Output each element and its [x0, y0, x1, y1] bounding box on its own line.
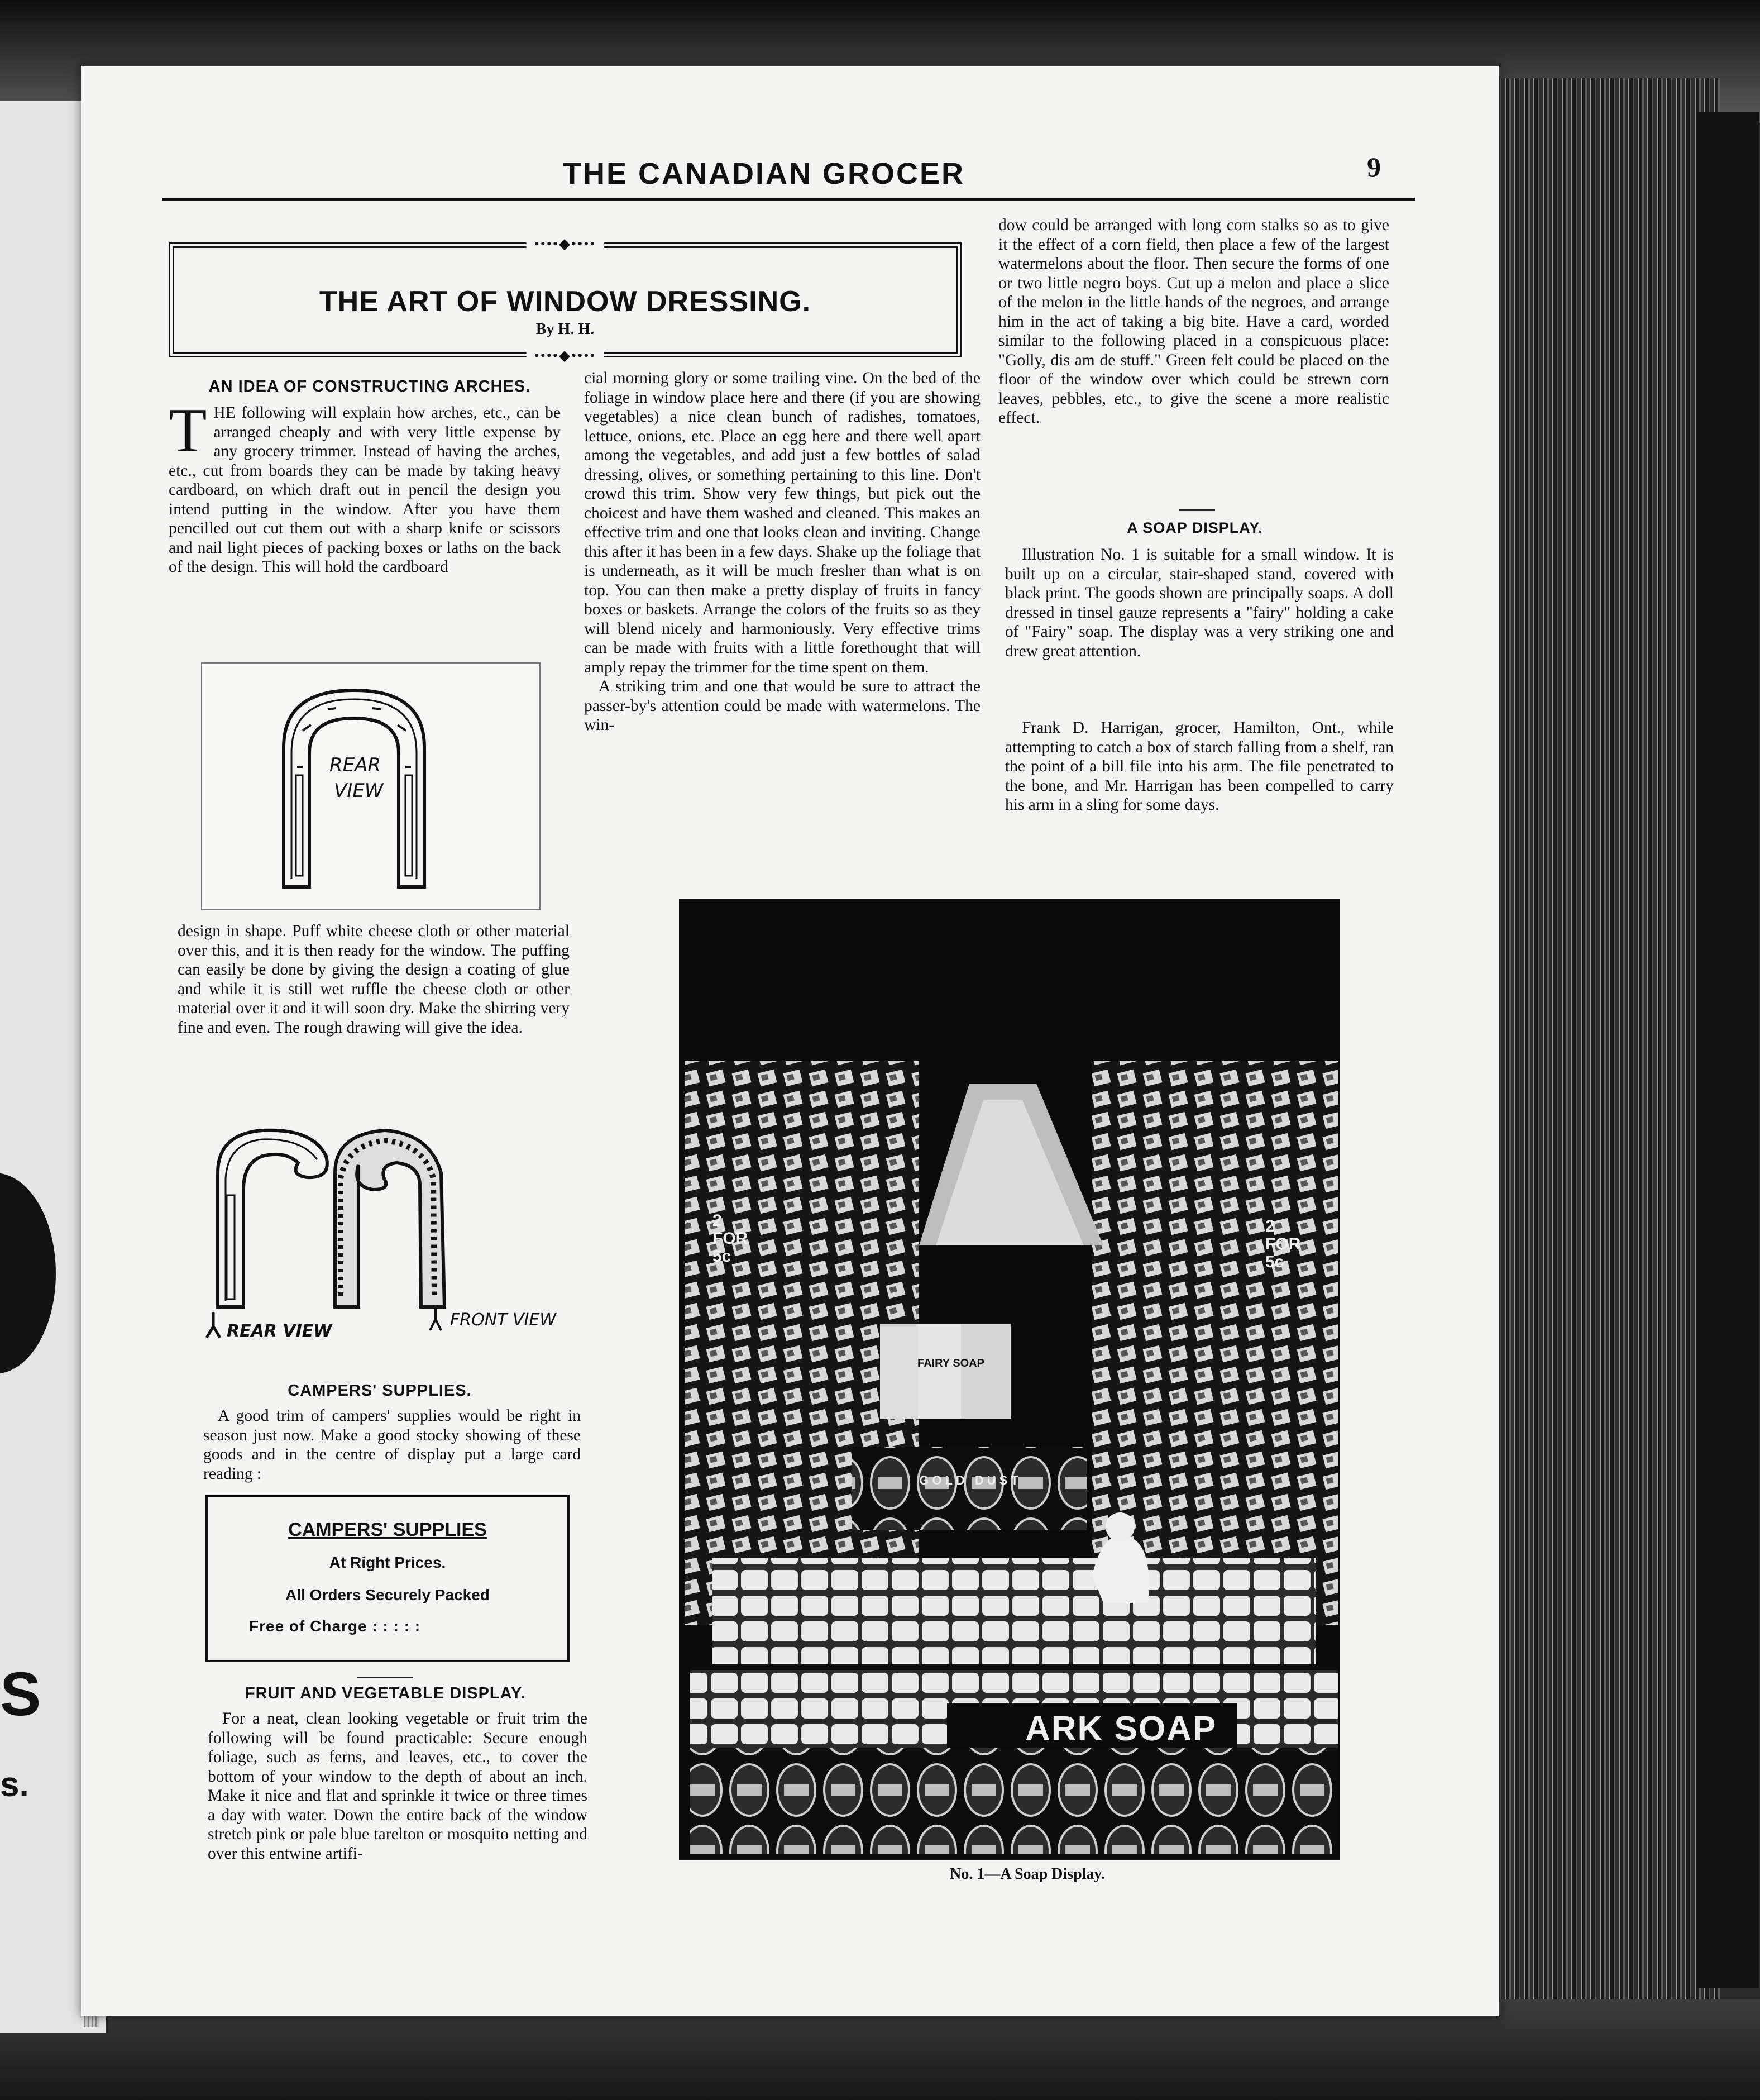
- arch-sketch-front-rear: [195, 1111, 586, 1352]
- left-page-fragment-1: S: [0, 1660, 41, 1729]
- arches-para-1: HE following will explain how arches, etc., can be arranged cheaply and with very little expense by any grocery trimmer. Instead of having the arches, etc., cut from boards they can be made by taking heavy cardboard, on which draft out in pencil the design you intend putting in the window. After you have them pencilled out cut them out with a sharp knife or scissors and nail light pieces of packing boxes or laths on the back of the design. This will hold the cardboard: [169, 404, 561, 576]
- fruit-col3-block: [998, 216, 1389, 428]
- card-line-4: Free of Charge : : : : :: [249, 1617, 421, 1635]
- sketch2-label-front: FRONT VIEW: [450, 1310, 557, 1330]
- photo-sign-text: ARK SOAP: [1025, 1710, 1217, 1748]
- photo-price-right: 2 FOR 5c: [1265, 1217, 1301, 1271]
- arches-heading: AN IDEA OF CONSTRUCTING ARCHES.: [208, 378, 531, 395]
- fruit-heading-rule: [357, 1677, 413, 1678]
- campers-block: [203, 1406, 581, 1483]
- campers-heading: CAMPERS' SUPPLIES.: [288, 1382, 472, 1400]
- article-title: THE ART OF WINDOW DRESSING.: [319, 285, 811, 318]
- fruit-col2-block: [584, 369, 981, 735]
- fruit-para-col2: cial morning glory or some trailing vine. On the bed of the foliage in window place here and there (if you are showing vegetables) a nice clean bunch of radishes, tomatoes, lettuce, onions, etc. Place an egg here and there well apart among the vegetables, and add just a few bottles of salad dressing, olives, or something pertaining to this line. Don't crowd this trim. Show very few things, but pick out the choicest and have them washed and cleaned. This makes an effective trim and one that looks clean and inviting. Change this after it has been in a few days. Shake up the foliage that is underneath, as it will be much fresher than what is on top. You can then make a pretty display of fruits in fancy boxes or baskets. Arrange the colors of the fruits so as they will blend nicely and harmoniously. Very effective trims can be made with fruits with a little forethought that will amply repay the trimmer for the time spent on them.: [584, 369, 981, 676]
- fruit-para-col1: For a neat, clean looking vegetable or fruit trim the following will be found practicable: Secure enough foliage, such as ferns, and leaves, etc., to cover the bottom of your window to the depth of about an inch. Make it nice and flat and sprinkle it twice or three times a day with water. Down the entire back of the window stretch pink or pale blue tarelton or mosquito netting and over this entwine artifi-: [208, 1710, 587, 1863]
- soap-heading: A SOAP DISPLAY.: [1127, 519, 1263, 536]
- news-item-block: [1005, 718, 1394, 815]
- article-title-box: [169, 236, 962, 364]
- card-line-1: CAMPERS' SUPPLIES: [288, 1519, 487, 1540]
- soap-heading-rule: [1179, 509, 1215, 511]
- news-item: Frank D. Harrigan, grocer, Hamilton, Ont., while attempting to catch a box of starch falling from a shelf, ran the point of a bill file into his arm. The file penetrated to the bone, and Mr. Harrigan has been compelled to carry his arm in a sling for some days.: [1005, 719, 1394, 814]
- book-page-stack: [1496, 78, 1720, 1999]
- card-line-2: At Right Prices.: [329, 1554, 446, 1571]
- soap-para-block: [1005, 545, 1394, 661]
- arches-intro: [169, 396, 561, 577]
- photo-can-text: GOLD DUST: [919, 1473, 1022, 1487]
- sketch1-label-view: VIEW: [334, 780, 384, 802]
- article-byline: By H. H.: [535, 321, 595, 338]
- header-rule: [162, 198, 1415, 201]
- title-ornament-top: ••••◆••••: [527, 236, 604, 252]
- fruit-para-col2b: A striking trim and one that would be sure to attract the passer-by's attention could be made with watermelons. The win-: [584, 677, 981, 734]
- sketch1-label-rear: REAR: [329, 754, 381, 776]
- book-cover-edge: [1697, 112, 1759, 1988]
- arch-sketch-rear: [201, 662, 541, 910]
- photo-price-left: 2 FOR 5c: [712, 1211, 748, 1266]
- fruit-para-col3: dow could be arranged with long corn stalks so as to give it the effect of a corn field, then place a few of the largest watermelons about the floor. Then secure the forms of one or two little negro boys. Cut up a melon and place a slice of the melon in the little hands of the negroes, and arrange him in the act of taking a big bite. Have a card, worded similar to the following placed in a conspicuous place: "Golly, dis am de stuff." Green felt could be placed on the floor of the window over which could be strewn corn leaves, pebbles, etc., to give the scene a more realistic effect.: [998, 216, 1389, 427]
- page-number: 9: [1367, 151, 1381, 183]
- campers-card: [205, 1495, 570, 1662]
- soap-display-photo: [679, 899, 1340, 1860]
- fruit-heading: FRUIT AND VEGETABLE DISPLAY.: [245, 1684, 526, 1702]
- sketch2-label-rear: REAR VIEW: [227, 1321, 332, 1341]
- left-page-fragment-2: s.: [0, 1765, 29, 1804]
- drop-cap: T: [169, 396, 207, 465]
- soap-display-image: [679, 899, 1340, 1860]
- arches-para-2-block: [178, 922, 570, 1037]
- soap-para: Illustration No. 1 is suitable for a small window. It is built up on a circular, stair-shaped stand, covered with black print. The goods shown are principally soaps. A doll dressed in tinsel gauze represents a "fairy" holding a cake of "Fairy" soap. The display was a very striking one and drew great attention.: [1005, 546, 1394, 660]
- left-page-ornament: [0, 1173, 56, 1374]
- photo-caption: No. 1—A Soap Display.: [950, 1865, 1105, 1883]
- fruit-col1-block: [208, 1709, 587, 1863]
- card-line-3: All Orders Securely Packed: [285, 1586, 490, 1603]
- campers-para: A good trim of campers' supplies would be right in season just now. Make a good stocky showing of these goods and in the centre of display put a large card reading :: [203, 1407, 581, 1483]
- running-head: THE CANADIAN GROCER: [563, 157, 965, 190]
- title-ornament-bottom: ••••◆••••: [527, 347, 604, 364]
- photo-soap-box-text: FAIRY SOAP: [917, 1357, 985, 1369]
- arches-para-2: design in shape. Puff white cheese cloth or other material over this, and it is then ready for the window. The puffing can easily be done by giving the design a coating of glue and while it is still wet ruffle the cheese cloth or other material over it and it will soon dry. Make the shirring very fine and even. The rough drawing will give the idea.: [178, 922, 570, 1037]
